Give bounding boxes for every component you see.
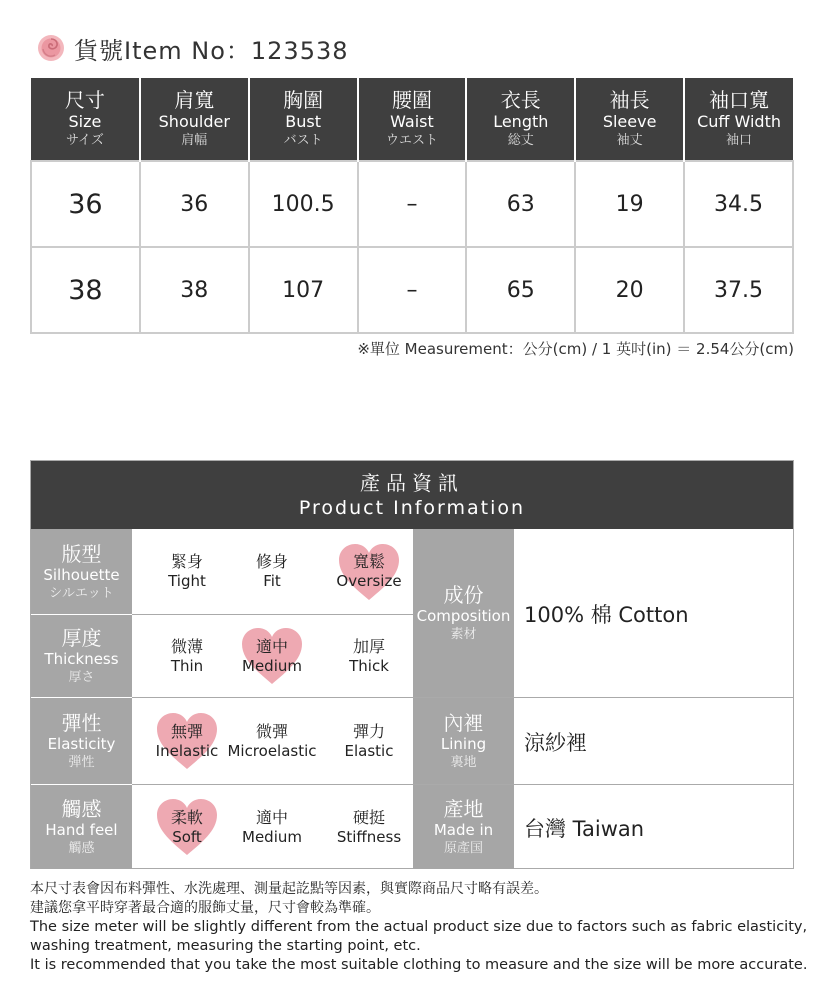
option-label-zh: 寬鬆: [352, 552, 385, 571]
rose-icon: [36, 33, 66, 63]
option-label-en: Oversize: [336, 572, 402, 590]
item-header: [36, 30, 349, 66]
attribute-label: [31, 785, 132, 869]
attribute-option: [141, 621, 233, 691]
disclaimer-zh-1: 本尺寸表會因布料彈性、水洗處理、測量起訖點等因素，與實際商品尺寸略有誤差。: [30, 881, 548, 897]
made-in-label-en: Made in: [433, 821, 494, 839]
column-header-zh: 袖口寬: [709, 88, 770, 112]
lining-label-zh: 內裡: [443, 711, 484, 735]
size-cell: 38: [31, 247, 140, 333]
option-label-zh: 適中: [255, 807, 288, 827]
column-header-zh: 尺寸: [64, 88, 105, 112]
row-divider: [132, 614, 413, 615]
column-header-en: Sleeve: [602, 112, 657, 131]
attribute-label-jp: 厚さ: [68, 670, 95, 685]
option-label-en: Tight: [168, 572, 206, 590]
made-in-label-zh: 產地: [443, 797, 484, 821]
option-label-en: Thick: [349, 656, 389, 675]
size-cell: 36: [31, 161, 140, 247]
lining-label: [413, 698, 514, 784]
composition-label-jp: 素材: [450, 627, 477, 642]
option-label-zh: 無彈: [170, 721, 203, 741]
attribute-label-en: Elasticity: [47, 735, 116, 753]
column-header-zh: 衣長: [500, 88, 541, 112]
composition-label-en: Composition: [416, 607, 511, 625]
option-label-zh: 微彈: [255, 721, 288, 741]
lining-label-jp: 裏地: [450, 755, 477, 770]
option-label-zh: 緊身: [170, 552, 203, 571]
option-label-en: Stiffness: [336, 827, 402, 846]
column-header-en: Length: [493, 112, 549, 131]
measurement-cell: 37.5: [684, 247, 793, 333]
column-header-en: Waist: [390, 112, 434, 131]
column-header-jp: バスト: [283, 133, 323, 148]
attribute-option: [323, 537, 415, 607]
table-row: [31, 247, 793, 333]
size-table-header: [31, 78, 793, 161]
attribute-option: [323, 792, 415, 862]
option-label-zh: 彈力: [352, 721, 385, 741]
measurement-cell: 107: [249, 247, 358, 333]
option-label-en: Fit: [263, 572, 281, 590]
column-header-zh: 袖長: [609, 88, 650, 112]
attribute-label-jp: シルエット: [49, 585, 114, 601]
column-header: [31, 78, 140, 161]
attribute-label-en: Hand feel: [45, 821, 118, 839]
attribute-label-en: Silhouette: [43, 565, 120, 584]
column-header-en: Cuff Width: [697, 112, 781, 131]
option-label-en: Inelastic: [155, 741, 219, 760]
size-table: [30, 78, 794, 334]
composition-value: 100% 棉 Cotton: [524, 603, 689, 627]
column-header: [140, 78, 249, 161]
made-in-label: [413, 785, 514, 869]
product-info-title: [31, 461, 793, 529]
column-header: [358, 78, 467, 161]
attribute-label-jp: 弾性: [68, 755, 95, 770]
attribute-option: [226, 706, 318, 776]
attribute-label-zh: 版型: [61, 541, 102, 566]
disclaimer-en-1: The size meter will be slightly different from the actual product size due to factors such as fabric elasticity, washing treatment, measuring the starting point, etc.: [30, 919, 808, 954]
column-header-en: Size: [68, 112, 102, 131]
measurement-cell: 19: [575, 161, 684, 247]
disclaimer-en-2: It is recommended that you take the most suitable clothing to measure and the size will be more accurate.: [30, 957, 808, 973]
lining-value: 涼紗裡: [524, 731, 587, 755]
measurement-cell: 20: [575, 247, 684, 333]
column-header-jp: 総丈: [507, 133, 534, 148]
measurement-cell: 36: [140, 161, 249, 247]
option-label-en: Medium: [242, 827, 302, 846]
measurement-cell: –: [358, 161, 467, 247]
attribute-label-zh: 厚度: [61, 626, 102, 650]
attribute-label: [31, 615, 132, 697]
column-header: [249, 78, 358, 161]
attribute-label-zh: 觸感: [61, 797, 102, 821]
column-header-jp: 肩幅: [181, 133, 208, 148]
option-label-en: Microelastic: [227, 741, 317, 760]
column-header-jp: 袖丈: [616, 133, 643, 148]
column-header: [466, 78, 575, 161]
table-row: [31, 161, 793, 247]
attribute-label-zh: 彈性: [61, 711, 102, 735]
attribute-option: [226, 792, 318, 862]
measurement-cell: 65: [466, 247, 575, 333]
product-info-title-en: Product Information: [298, 497, 526, 519]
option-label-zh: 硬挺: [352, 807, 385, 827]
made-in-value: 台灣 Taiwan: [524, 817, 645, 841]
measurement-cell: 63: [466, 161, 575, 247]
size-table-body: [31, 161, 793, 333]
option-label-en: Medium: [242, 656, 302, 675]
measurement-cell: 100.5: [249, 161, 358, 247]
attribute-option: [141, 537, 233, 607]
option-label-zh: 微薄: [170, 636, 203, 656]
column-header-en: Shoulder: [158, 112, 230, 131]
product-info-title-zh: 產品資訊: [360, 471, 464, 495]
column-header-jp: 袖口: [726, 133, 753, 148]
attribute-label: [31, 698, 132, 784]
attribute-label: [31, 529, 132, 614]
column-header-jp: ウエスト: [385, 133, 438, 148]
option-label-en: Thin: [170, 656, 204, 675]
attribute-option: [141, 706, 233, 776]
row-divider: [656, 697, 793, 698]
disclaimer-zh-2: 建議您拿平時穿著最合適的服飾丈量，尺寸會較為準確。: [30, 900, 380, 916]
option-label-zh: 柔軟: [170, 807, 203, 827]
measurement-cell: 38: [140, 247, 249, 333]
column-header-zh: 腰圍: [391, 88, 432, 112]
row-divider: [132, 784, 793, 785]
option-label-zh: 加厚: [352, 636, 385, 656]
column-header: [684, 78, 793, 161]
composition-label: [413, 529, 514, 697]
made-in-label-jp: 原產国: [443, 841, 483, 856]
attribute-option: [226, 537, 318, 607]
lining-label-en: Lining: [440, 735, 487, 753]
attribute-option: [141, 792, 233, 862]
column-header-en: Bust: [285, 112, 321, 131]
product-information: [30, 460, 794, 869]
disclaimer: [30, 880, 810, 975]
attribute-option: [323, 621, 415, 691]
item-number: 貨號Item No：123538: [74, 36, 349, 65]
measurement-note: ※單位 Measurement：公分(cm) / 1 英吋(in) ＝ 2.54公分(cm): [357, 340, 794, 358]
measurement-cell: –: [358, 247, 467, 333]
attribute-label-jp: 觸感: [68, 841, 95, 856]
option-label-en: Soft: [172, 827, 202, 846]
option-label-zh: 適中: [255, 636, 288, 656]
option-label-zh: 修身: [255, 552, 288, 571]
column-header: [575, 78, 684, 161]
attribute-option: [226, 621, 318, 691]
column-header-zh: 胸圍: [283, 88, 324, 112]
measurement-cell: 34.5: [684, 161, 793, 247]
attribute-option: [323, 706, 415, 776]
composition-label-zh: 成份: [443, 583, 484, 607]
column-header-zh: 肩寬: [174, 88, 215, 112]
column-header-jp: サイズ: [65, 133, 104, 148]
attribute-label-en: Thickness: [44, 650, 119, 668]
option-label-en: Elastic: [344, 741, 394, 760]
